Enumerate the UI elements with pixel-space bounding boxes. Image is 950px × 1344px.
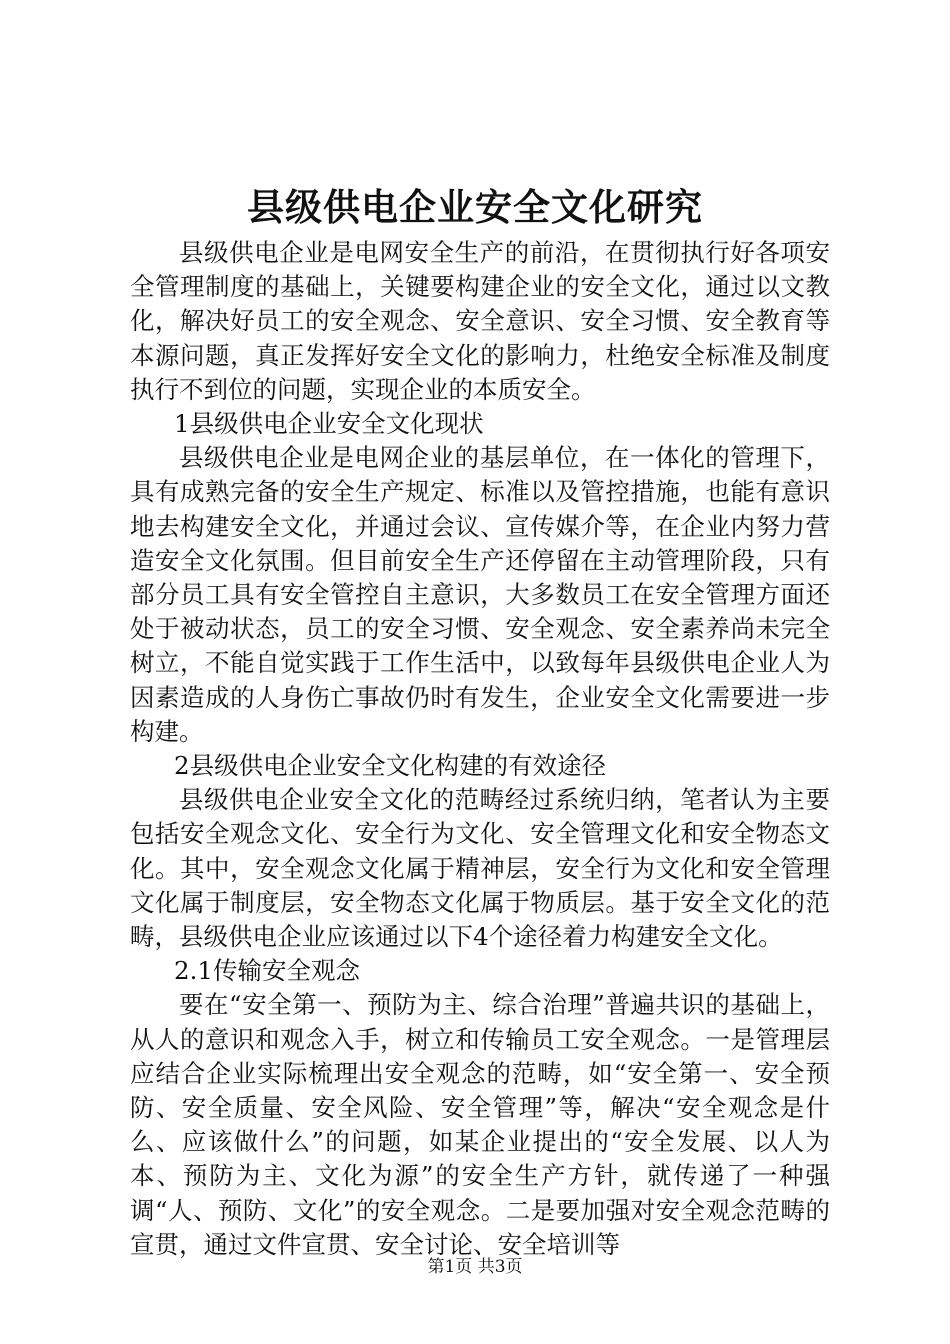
- intro-paragraph: 县级供电企业是电网安全生产的前沿，在贯彻执行好各项安全管理制度的基础上，关键要构建企业的安全文化，通过以文教化，解决好员工的安全观念、安全意识、安全习惯、安全教育等本源问题，真正发挥好安全文化的影响力，杜绝安全标准及制度执行不到位的问题，实现企业的本质安全。: [130, 238, 830, 404]
- section-heading-1: 1县级供电企业安全文化现状: [174, 409, 484, 439]
- section-heading-2: 2县级供电企业安全文化构建的有效途径: [174, 751, 607, 781]
- page-footer: 第1页 共3页: [427, 1257, 523, 1277]
- document-body: [130, 236, 830, 1262]
- document-title: 县级供电企业安全文化研究: [247, 185, 703, 229]
- section-1-paragraph: 县级供电企业是电网企业的基层单位，在一体化的管理下，具有成熟完备的安全生产规定、标准以及管控措施，也能有意识地去构建安全文化，并通过会议、宣传媒介等，在企业内努力营造安全文化氛围。但目前安全生产还停留在主动管理阶段，只有部分员工具有安全管控自主意识，大多数员工在安全管理方面还处于被动状态，员工的安全习惯、安全观念、安全素养尚未完全树立，不能自觉实践于工作生活中，以致每年县级供电企业人为因素造成的人身伤亡事故仍时有发生，企业安全文化需要进一步构建。: [130, 443, 830, 746]
- section-heading-2-1: 2.1传输安全观念: [174, 956, 360, 986]
- section-2-1-paragraph: 要在“安全第一、预防为主、综合治理”普遍共识的基础上，从人的意识和观念入手，树立和传输员工安全观念。一是管理层应结合企业实际梳理出安全观念的范畴，如“安全第一、安全预防、安全质量、安全风险、安全管理”等，解决“安全观念是什么、应该做什么”的问题，如某企业提出的“安全发展、以人为本、预防为主、文化为源”的安全生产方针，就传递了一种强调“人、预防、文化”的安全观念。二是要加强对安全观念范畴的宣贯，通过文件宣贯、安全讨论、安全培训等: [130, 990, 830, 1259]
- section-2-paragraph: 县级供电企业安全文化的范畴经过系统归纳，笔者认为主要包括安全观念文化、安全行为文化、安全管理文化和安全物态文化。其中，安全观念文化属于精神层，安全行为文化和安全管理文化属于制度层，安全物态文化属于物质层。基于安全文化的范畴，县级供电企业应该通过以下4个途径着力构建安全文化。: [130, 785, 830, 952]
